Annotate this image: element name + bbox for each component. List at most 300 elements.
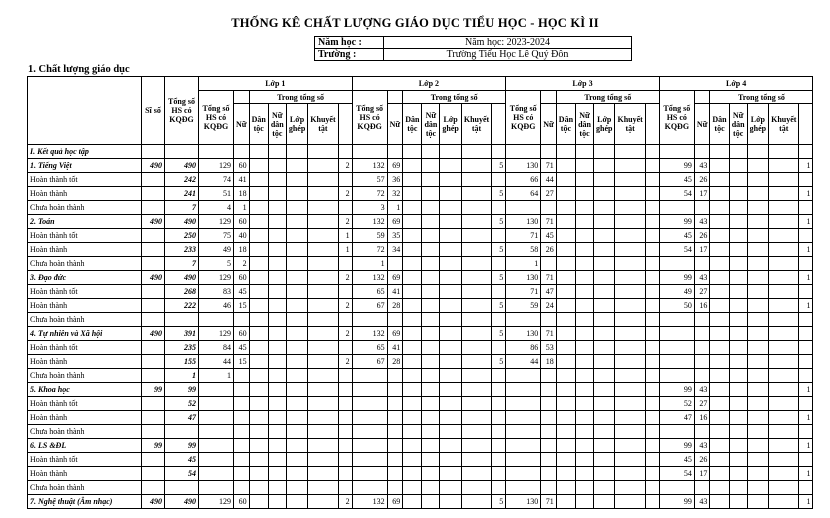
data-cell <box>710 159 729 173</box>
data-cell <box>268 383 286 397</box>
data-cell <box>286 159 307 173</box>
data-cell: 5 <box>492 299 506 313</box>
header-grade-4: Lớp 4 <box>659 77 813 91</box>
data-cell <box>729 495 747 509</box>
table-row <box>28 341 813 355</box>
data-cell <box>556 411 575 425</box>
data-cell <box>461 271 491 285</box>
data-cell <box>506 145 541 159</box>
cell-si-so <box>142 425 165 439</box>
data-cell <box>729 243 747 257</box>
data-cell: 71 <box>541 495 557 509</box>
data-cell <box>729 215 747 229</box>
data-cell: 26 <box>694 229 710 243</box>
data-cell: 71 <box>506 285 541 299</box>
data-cell <box>403 369 422 383</box>
data-cell <box>461 299 491 313</box>
cell-si-so <box>142 229 165 243</box>
data-cell <box>308 453 338 467</box>
data-cell <box>615 201 645 215</box>
data-cell <box>352 397 387 411</box>
data-cell <box>422 453 440 467</box>
data-cell: 74 <box>199 173 234 187</box>
data-cell <box>403 173 422 187</box>
data-cell: 60 <box>234 495 250 509</box>
data-cell: 18 <box>234 187 250 201</box>
data-cell: 1 <box>799 215 813 229</box>
data-cell <box>710 439 729 453</box>
data-cell: 57 <box>352 173 387 187</box>
data-cell: 132 <box>352 215 387 229</box>
data-cell <box>556 285 575 299</box>
row-label: Hoàn thành tốt <box>28 173 142 187</box>
data-cell <box>440 495 461 509</box>
data-cell: 35 <box>387 229 403 243</box>
data-cell <box>556 271 575 285</box>
info-row-year <box>315 37 632 49</box>
data-cell <box>556 187 575 201</box>
data-cell: 5 <box>492 187 506 201</box>
row-label: Chưa hoàn thành <box>28 369 142 383</box>
data-cell <box>799 369 813 383</box>
data-cell <box>769 467 799 481</box>
data-cell <box>403 201 422 215</box>
data-cell <box>249 229 268 243</box>
data-cell: 132 <box>352 159 387 173</box>
data-cell <box>286 481 307 495</box>
table-row <box>28 467 813 481</box>
data-cell <box>645 187 659 201</box>
data-cell <box>659 341 694 355</box>
data-cell <box>729 383 747 397</box>
data-cell <box>199 313 234 327</box>
data-cell: 46 <box>199 299 234 313</box>
data-cell: 32 <box>387 187 403 201</box>
data-cell <box>249 341 268 355</box>
data-cell: 26 <box>694 173 710 187</box>
data-cell <box>461 369 491 383</box>
data-cell <box>541 467 557 481</box>
cell-tong-so <box>165 145 199 159</box>
data-cell: 60 <box>234 327 250 341</box>
table-row <box>28 201 813 215</box>
data-cell <box>659 425 694 439</box>
data-cell <box>747 215 768 229</box>
data-cell: 36 <box>387 173 403 187</box>
data-cell <box>769 229 799 243</box>
data-cell <box>710 201 729 215</box>
data-cell <box>338 397 352 411</box>
data-cell: 71 <box>541 215 557 229</box>
cell-si-so <box>142 243 165 257</box>
data-cell <box>594 467 615 481</box>
data-cell <box>403 495 422 509</box>
row-label: Chưa hoàn thành <box>28 481 142 495</box>
header-sub: Lớp ghép <box>440 104 461 145</box>
cell-tong-so: 222 <box>165 299 199 313</box>
data-cell <box>403 159 422 173</box>
table-body <box>28 145 813 509</box>
data-cell <box>594 397 615 411</box>
data-cell <box>492 467 506 481</box>
data-cell <box>422 369 440 383</box>
data-cell <box>387 257 403 271</box>
data-cell <box>710 453 729 467</box>
data-cell <box>710 383 729 397</box>
data-cell <box>729 411 747 425</box>
data-cell <box>387 439 403 453</box>
data-cell: 72 <box>352 187 387 201</box>
data-cell: 60 <box>234 215 250 229</box>
data-cell <box>403 299 422 313</box>
data-cell <box>440 173 461 187</box>
data-cell <box>249 453 268 467</box>
data-cell <box>506 467 541 481</box>
data-cell <box>769 299 799 313</box>
data-cell <box>556 439 575 453</box>
data-cell <box>576 369 594 383</box>
header-sub: Lớp ghép <box>286 104 307 145</box>
cell-tong-so: 52 <box>165 397 199 411</box>
data-cell <box>440 215 461 229</box>
info-row-school <box>315 49 632 61</box>
data-cell <box>506 201 541 215</box>
data-cell <box>615 257 645 271</box>
table-row <box>28 369 813 383</box>
data-cell <box>710 215 729 229</box>
header-sub: Nữ dân tộc <box>576 104 594 145</box>
data-cell: 5 <box>492 495 506 509</box>
data-cell <box>710 397 729 411</box>
data-cell <box>556 299 575 313</box>
data-cell <box>440 271 461 285</box>
data-cell <box>268 411 286 425</box>
data-cell: 43 <box>694 495 710 509</box>
data-cell <box>461 173 491 187</box>
data-cell <box>506 425 541 439</box>
data-cell: 1 <box>387 201 403 215</box>
data-cell <box>747 285 768 299</box>
data-cell: 99 <box>659 383 694 397</box>
data-cell <box>799 397 813 411</box>
data-cell <box>769 285 799 299</box>
data-cell <box>308 355 338 369</box>
data-cell <box>541 453 557 467</box>
table-row <box>28 313 813 327</box>
table-row <box>28 481 813 495</box>
header-sub: Dân tộc <box>403 104 422 145</box>
data-cell: 129 <box>199 327 234 341</box>
data-cell <box>461 481 491 495</box>
data-cell: 71 <box>541 327 557 341</box>
data-cell <box>422 299 440 313</box>
row-label: Hoàn thành <box>28 187 142 201</box>
data-cell <box>645 397 659 411</box>
data-cell <box>710 481 729 495</box>
table-row <box>28 425 813 439</box>
data-cell: 1 <box>799 467 813 481</box>
data-cell <box>440 327 461 341</box>
data-cell <box>268 159 286 173</box>
cell-tong-so: 490 <box>165 215 199 229</box>
row-label: Hoàn thành tốt <box>28 397 142 411</box>
data-cell <box>747 411 768 425</box>
data-cell <box>694 355 710 369</box>
data-cell: 53 <box>541 341 557 355</box>
data-cell <box>199 145 234 159</box>
data-cell <box>799 313 813 327</box>
data-cell <box>769 425 799 439</box>
cell-tong-so: 155 <box>165 355 199 369</box>
data-cell: 2 <box>338 495 352 509</box>
data-cell <box>541 369 557 383</box>
data-cell <box>615 383 645 397</box>
data-cell <box>286 285 307 299</box>
data-cell <box>576 285 594 299</box>
data-cell <box>199 425 234 439</box>
data-cell <box>422 215 440 229</box>
info-table <box>314 36 632 61</box>
data-cell: 130 <box>506 495 541 509</box>
data-cell <box>769 215 799 229</box>
data-cell: 1 <box>338 243 352 257</box>
table-row <box>28 271 813 285</box>
data-cell <box>729 355 747 369</box>
data-cell <box>576 299 594 313</box>
data-cell: 45 <box>659 453 694 467</box>
cell-si-so <box>142 481 165 495</box>
table-row <box>28 299 813 313</box>
data-cell <box>769 201 799 215</box>
header-grade-total: Tổng số HS có KQĐG <box>506 91 541 145</box>
data-cell <box>594 215 615 229</box>
data-cell <box>659 313 694 327</box>
data-cell: 17 <box>694 467 710 481</box>
data-cell <box>268 467 286 481</box>
data-cell <box>440 439 461 453</box>
data-cell <box>645 383 659 397</box>
header-sub: Dân tộc <box>249 104 268 145</box>
data-cell <box>199 467 234 481</box>
cell-si-so: 490 <box>142 159 165 173</box>
data-cell: 43 <box>694 271 710 285</box>
data-cell <box>234 411 250 425</box>
table-row <box>28 439 813 453</box>
data-cell: 45 <box>234 341 250 355</box>
data-cell: 4 <box>199 201 234 215</box>
data-cell <box>403 243 422 257</box>
data-cell: 129 <box>199 215 234 229</box>
data-cell: 43 <box>694 439 710 453</box>
data-cell <box>769 327 799 341</box>
data-cell <box>268 495 286 509</box>
data-cell <box>492 201 506 215</box>
data-cell: 5 <box>492 243 506 257</box>
data-cell <box>645 215 659 229</box>
data-cell <box>308 313 338 327</box>
table-row <box>28 383 813 397</box>
data-cell <box>506 481 541 495</box>
data-cell <box>387 481 403 495</box>
cell-tong-so: 99 <box>165 383 199 397</box>
data-cell: 28 <box>387 299 403 313</box>
header-sub: Nữ <box>541 104 557 145</box>
data-cell <box>747 271 768 285</box>
data-cell: 132 <box>352 327 387 341</box>
data-cell <box>615 271 645 285</box>
data-cell: 16 <box>694 411 710 425</box>
data-cell <box>286 397 307 411</box>
data-cell: 86 <box>506 341 541 355</box>
data-cell <box>556 257 575 271</box>
data-cell <box>249 369 268 383</box>
data-cell <box>645 285 659 299</box>
data-cell <box>461 341 491 355</box>
data-cell <box>234 439 250 453</box>
data-cell <box>747 257 768 271</box>
header-sub: Lớp ghép <box>594 104 615 145</box>
data-cell <box>594 243 615 257</box>
data-cell: 1 <box>338 229 352 243</box>
data-cell <box>338 313 352 327</box>
data-cell: 16 <box>694 299 710 313</box>
data-cell <box>769 187 799 201</box>
header-sub: Nữ <box>387 104 403 145</box>
data-cell <box>308 369 338 383</box>
data-cell <box>268 229 286 243</box>
data-cell: 45 <box>541 229 557 243</box>
table-row <box>28 397 813 411</box>
data-cell <box>461 439 491 453</box>
data-cell <box>576 215 594 229</box>
data-cell <box>576 257 594 271</box>
data-cell <box>308 299 338 313</box>
cell-si-so <box>142 201 165 215</box>
data-cell <box>710 341 729 355</box>
data-cell <box>440 425 461 439</box>
data-cell <box>729 369 747 383</box>
data-cell <box>440 411 461 425</box>
data-cell <box>268 215 286 229</box>
data-cell <box>747 383 768 397</box>
data-cell <box>492 229 506 243</box>
data-cell <box>710 271 729 285</box>
data-cell <box>710 187 729 201</box>
row-label: Chưa hoàn thành <box>28 425 142 439</box>
header-sub: Dân tộc <box>556 104 575 145</box>
cell-tong-so: 490 <box>165 495 199 509</box>
data-cell <box>249 243 268 257</box>
data-cell <box>249 187 268 201</box>
data-cell <box>659 257 694 271</box>
data-cell <box>308 327 338 341</box>
data-cell: 84 <box>199 341 234 355</box>
data-cell <box>710 411 729 425</box>
data-cell: 5 <box>492 215 506 229</box>
data-cell: 49 <box>659 285 694 299</box>
data-cell <box>492 313 506 327</box>
row-label: 7. Nghệ thuật (Âm nhạc) <box>28 495 142 509</box>
data-cell <box>506 453 541 467</box>
data-cell <box>594 481 615 495</box>
cell-tong-so <box>165 481 199 495</box>
data-cell: 18 <box>234 243 250 257</box>
data-cell <box>387 453 403 467</box>
cell-tong-so: 233 <box>165 243 199 257</box>
data-cell <box>461 215 491 229</box>
data-cell <box>440 285 461 299</box>
cell-tong-so: 54 <box>165 467 199 481</box>
data-cell <box>694 327 710 341</box>
data-cell <box>403 439 422 453</box>
data-cell <box>268 257 286 271</box>
data-cell <box>308 495 338 509</box>
data-cell <box>422 187 440 201</box>
data-cell: 17 <box>694 243 710 257</box>
row-label: Hoàn thành <box>28 411 142 425</box>
data-cell: 45 <box>234 285 250 299</box>
data-cell <box>268 453 286 467</box>
data-cell <box>615 299 645 313</box>
table-row <box>28 411 813 425</box>
data-cell: 26 <box>541 243 557 257</box>
data-cell <box>615 467 645 481</box>
data-cell <box>249 327 268 341</box>
data-cell <box>461 257 491 271</box>
data-cell: 1 <box>234 201 250 215</box>
data-cell <box>615 285 645 299</box>
data-cell <box>403 425 422 439</box>
data-cell <box>556 453 575 467</box>
data-cell <box>268 271 286 285</box>
header-empty <box>338 104 352 145</box>
data-cell: 129 <box>199 495 234 509</box>
data-cell <box>403 257 422 271</box>
data-cell <box>576 495 594 509</box>
data-cell <box>576 187 594 201</box>
data-cell <box>747 201 768 215</box>
data-cell <box>387 397 403 411</box>
table-row <box>28 159 813 173</box>
data-cell <box>576 383 594 397</box>
cell-si-so: 490 <box>142 495 165 509</box>
row-label: Hoàn thành <box>28 299 142 313</box>
data-cell: 15 <box>234 299 250 313</box>
data-cell <box>234 383 250 397</box>
data-cell <box>286 467 307 481</box>
data-cell <box>710 467 729 481</box>
data-cell <box>461 467 491 481</box>
data-cell: 54 <box>659 243 694 257</box>
data-cell <box>286 257 307 271</box>
data-cell: 5 <box>492 159 506 173</box>
data-cell <box>769 271 799 285</box>
info-label: Năm học : <box>315 37 384 49</box>
data-cell <box>594 257 615 271</box>
data-cell <box>615 187 645 201</box>
data-cell <box>556 201 575 215</box>
data-cell <box>249 397 268 411</box>
data-cell <box>729 453 747 467</box>
data-cell: 49 <box>199 243 234 257</box>
data-cell <box>747 439 768 453</box>
data-cell <box>645 271 659 285</box>
header-grade-2: Lớp 2 <box>352 77 506 91</box>
data-cell <box>422 481 440 495</box>
data-cell <box>461 495 491 509</box>
data-cell <box>710 173 729 187</box>
table-row <box>28 495 813 509</box>
